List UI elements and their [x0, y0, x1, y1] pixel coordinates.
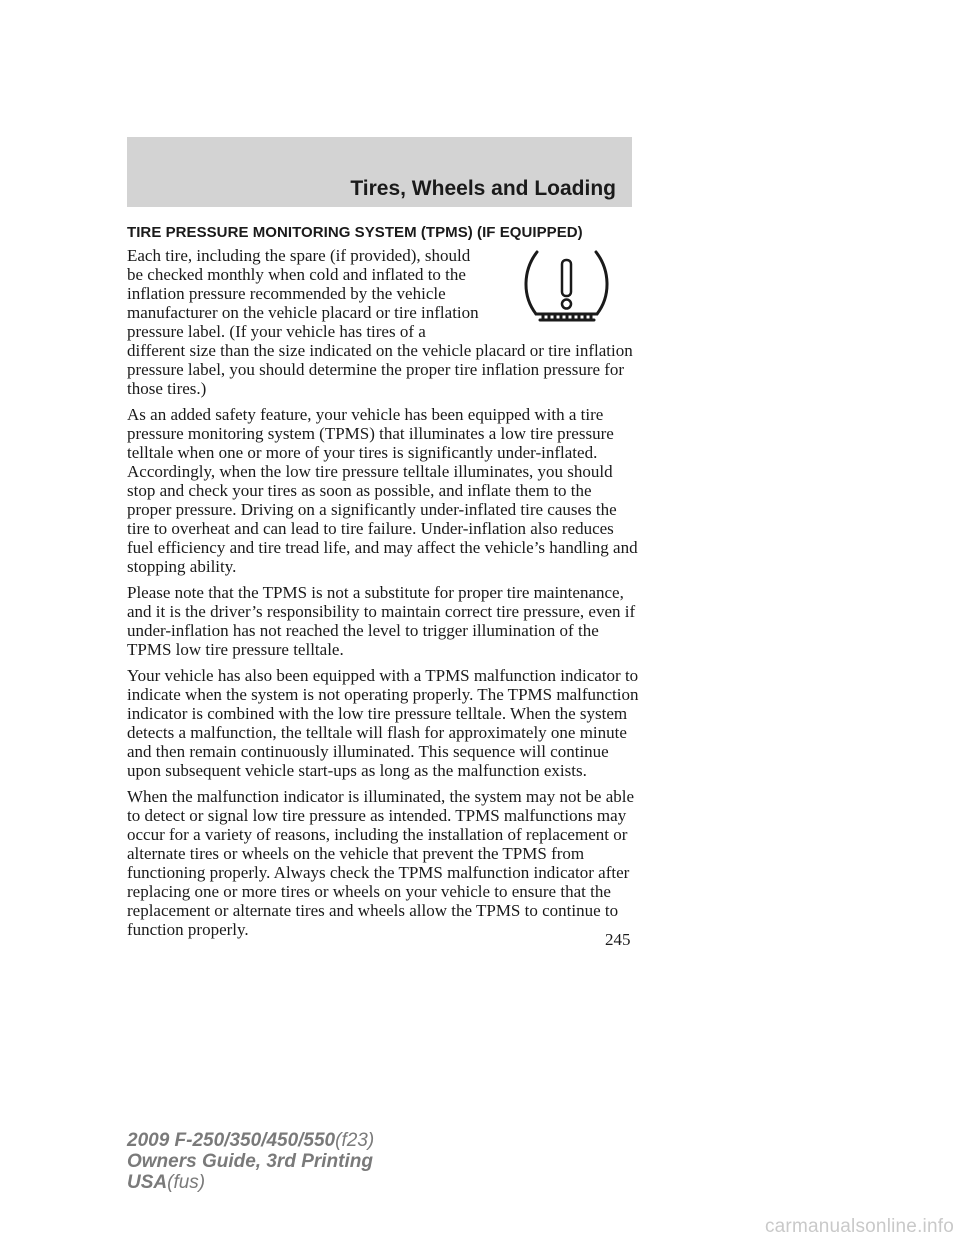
footer-market-code: (fus) [167, 1172, 206, 1193]
footer-model: 2009 F-250/350/450/550 [127, 1130, 336, 1151]
footer-line-market [127, 1172, 374, 1193]
section-header-band [127, 137, 632, 207]
body-text [127, 246, 639, 946]
watermark: carmanualsonline.info [764, 1216, 954, 1237]
paragraph: Please note that the TPMS is not a substitute for proper tire maintenance, and it is the driver’s responsibility to maintain correct tire pressure, even if under-inflation has not reached the level to trigger illumination of the TPMS low tire pressure telltale. [127, 583, 636, 659]
paragraph: As an added safety feature, your vehicle has been equipped with a tire pressure monitoring system (TPMS) that illuminates a low tire pressure telltale when one or more of your tires is significantly under-inflated. Accordingly, when the low tire pressure telltale illuminates, you should stop and check your tires as soon as possible, and inflate them to the proper pressure. Driving on a significantly under-inflated tire causes the tire to overheat and can lead to tire failure. Under-inflation also reduces fuel efficiency and tire tread life, and may affect the vehicle’s handling and stopping ability. [127, 405, 638, 576]
section-heading: TIRE PRESSURE MONITORING SYSTEM (TPMS) (IF EQUIPPED) [127, 224, 583, 241]
document-footer [127, 1130, 374, 1193]
footer-code: (f23) [335, 1130, 375, 1151]
tire-pressure-warning-icon [493, 248, 643, 334]
footer-edition: Owners Guide, 3rd Printing [127, 1151, 373, 1172]
page-number: 245 [605, 930, 631, 949]
footer-line-model [127, 1130, 374, 1151]
paragraph: Your vehicle has also been equipped with a TPMS malfunction indicator to indicate when the system is not operating properly. The TPMS malfunction indicator is combined with the low tire pressure telltale. When the system detects a malfunction, the telltale will flash for approximately one minute and then remain continuously illuminated. This sequence will continue upon subsequent vehicle start-ups as long as the malfunction exists. [127, 666, 639, 780]
footer-market: USA [127, 1172, 168, 1193]
paragraph: When the malfunction indicator is illuminated, the system may not be able to detect or signal low tire pressure as intended. TPMS malfunctions may occur for a variety of reasons, including the installation of replacement or alternate tires or wheels on the vehicle that prevent the TPMS from functioning properly. Always check the TPMS malfunction indicator after replacing one or more tires or wheels on your vehicle to ensure that the replacement or alternate tires and wheels allow the TPMS to continue to function properly. [127, 787, 635, 939]
section-title: Tires, Wheels and Loading [350, 177, 616, 200]
paragraph: Each tire, including the spare (if provided), should be checked monthly when cold and inflated to the inflation pressure recommended by the vehicle manufacturer on the vehicle placard or tire inflation pressure label. (If your vehicle has tires of a different size than the size indicated on the vehicle placard or tire inflation pressure label, you should determine the proper tire inflation pressure for those tires.) [127, 246, 633, 398]
